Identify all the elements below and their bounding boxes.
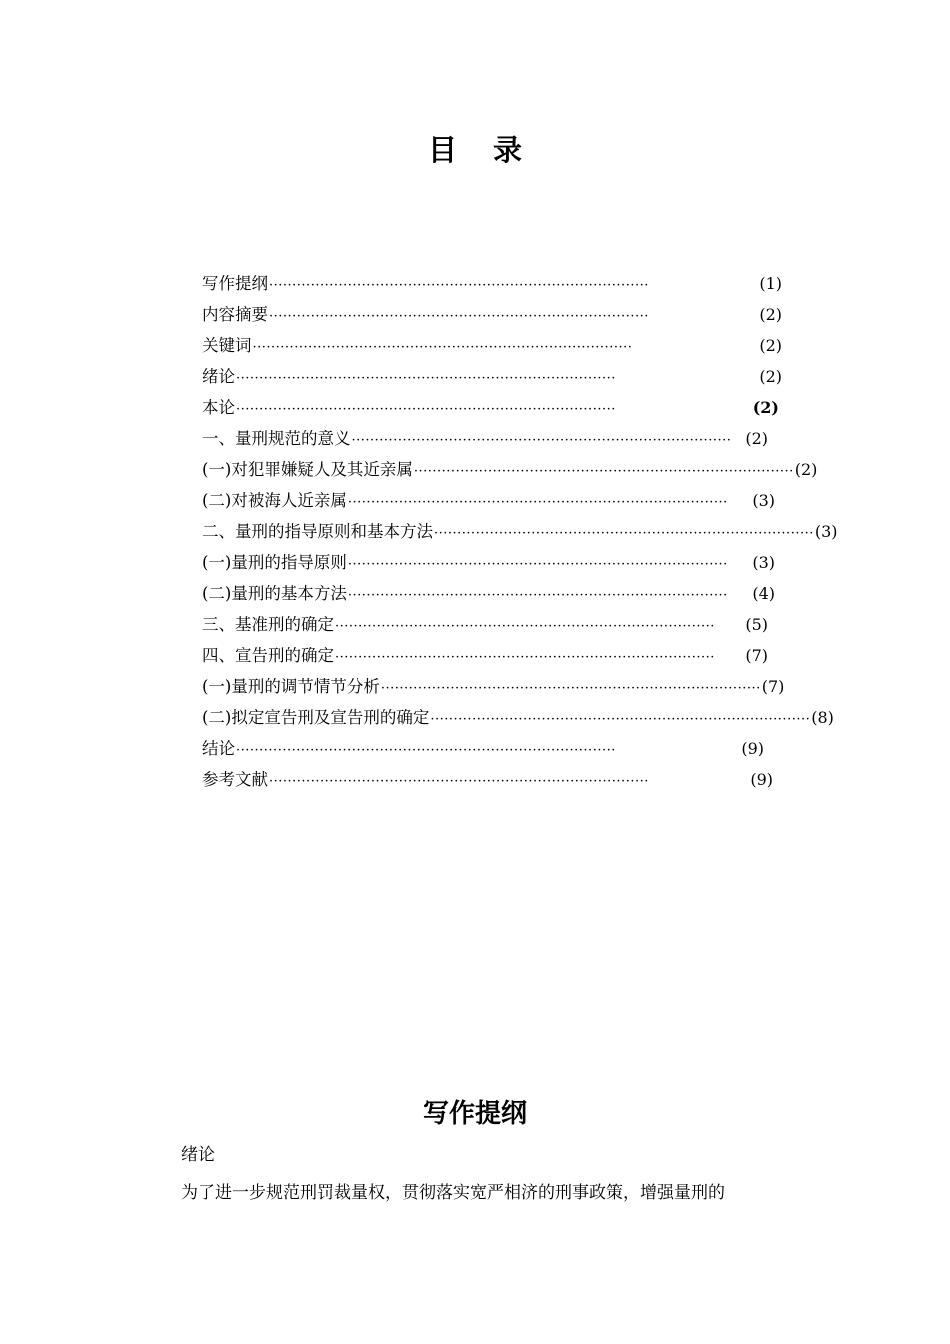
toc-entry-page: (7) [761, 677, 785, 696]
toc-entry [202, 330, 782, 361]
toc-title: 目录 [427, 133, 558, 167]
toc-list [202, 268, 838, 795]
toc-entry [202, 578, 775, 609]
outline-section-heading: 绪论 [181, 1145, 215, 1165]
toc-entry-label: 三、基准刑的确定 [202, 615, 334, 634]
toc-entry-label: 关键词 [202, 336, 252, 355]
toc-entry-label: 二、量刑的指导原则和基本方法 [202, 522, 433, 541]
toc-entry-leader: ·················································································· [347, 495, 728, 510]
toc-entry-leader: ·················································································· [347, 557, 728, 572]
toc-entry-page: (9) [741, 739, 764, 758]
toc-entry-label: 内容摘要 [202, 305, 268, 324]
toc-entry-page: (2) [759, 305, 782, 324]
toc-entry-label: (一)量刑的调节情节分析 [202, 677, 380, 696]
toc-entry [202, 640, 768, 671]
toc-entry-leader: ·················································································· [430, 712, 811, 727]
toc-entry-label: 本论 [202, 398, 235, 417]
toc-entry-leader: ·················································································· [252, 340, 633, 355]
toc-entry-leader: ·················································································· [335, 650, 715, 665]
toc-entry-leader: ·················································································· [335, 619, 715, 634]
toc-entry-leader: ·················································································· [269, 774, 649, 789]
outline-body-text: 为了进一步规范刑罚裁量权，贯彻落实宽严相济的刑事政策，增强量刑的 [181, 1183, 725, 1203]
toc-entry-leader: ·················································································· [269, 278, 649, 293]
toc-entry-label: (一)量刑的指导原则 [202, 553, 347, 572]
toc-entry-page: (3) [752, 553, 775, 572]
toc-entry [202, 485, 775, 516]
toc-entry-label: 参考文献 [202, 770, 268, 789]
toc-entry [202, 454, 818, 485]
toc-entry-label: (二)拟定宣告刑及宣告刑的确定 [202, 708, 430, 727]
toc-entry-page: (2) [794, 460, 818, 479]
toc-entry [202, 299, 782, 330]
toc-entry [202, 268, 782, 299]
toc-entry-leader: ·················································································· [351, 433, 732, 448]
toc-entry [202, 733, 764, 764]
toc-entry-label: (二)量刑的基本方法 [202, 584, 347, 603]
toc-entry-page: (1) [759, 274, 782, 293]
toc-entry-page: (2) [759, 336, 782, 355]
toc-entry [202, 361, 782, 392]
toc-entry-page: (2) [752, 398, 779, 417]
toc-entry [202, 392, 779, 423]
toc-entry-label: 绪论 [202, 367, 235, 386]
toc-entry-leader: ·················································································· [236, 402, 616, 417]
toc-entry [202, 547, 775, 578]
toc-entry-leader: ·················································································· [269, 309, 649, 324]
toc-entry-label: 一、量刑规范的意义 [202, 429, 351, 448]
toc-entry-page: (3) [752, 491, 775, 510]
toc-entry-label: 四、宣告刑的确定 [202, 646, 334, 665]
toc-entry [202, 609, 768, 640]
toc-entry [202, 671, 785, 702]
toc-entry-label: (一)对犯罪嫌疑人及其近亲属 [202, 460, 413, 479]
toc-entry-leader: ·················································································· [434, 526, 814, 541]
toc-entry-page: (5) [745, 615, 768, 634]
toc-entry-leader: ·················································································· [380, 681, 761, 696]
toc-entry-label: 结论 [202, 739, 235, 758]
toc-entry-page: (3) [814, 522, 838, 541]
toc-entry-page: (2) [745, 429, 768, 448]
outline-title: 写作提纲 [422, 1099, 527, 1129]
toc-entry-leader: ·················································································· [236, 743, 616, 758]
toc-entry-page: (7) [745, 646, 768, 665]
toc-entry-leader: ·················································································· [413, 464, 794, 479]
toc-entry [202, 423, 768, 454]
toc-entry-label: 写作提纲 [202, 274, 268, 293]
toc-entry-leader: ·················································································· [236, 371, 616, 386]
toc-entry-page: (9) [750, 770, 773, 789]
toc-entry [202, 764, 773, 795]
toc-entry [202, 516, 838, 547]
toc-entry [202, 702, 834, 733]
toc-entry-leader: ·················································································· [347, 588, 728, 603]
toc-entry-page: (4) [752, 584, 775, 603]
toc-entry-label: (二)对被海人近亲属 [202, 491, 347, 510]
toc-entry-page: (8) [811, 708, 834, 727]
toc-entry-page: (2) [759, 367, 782, 386]
